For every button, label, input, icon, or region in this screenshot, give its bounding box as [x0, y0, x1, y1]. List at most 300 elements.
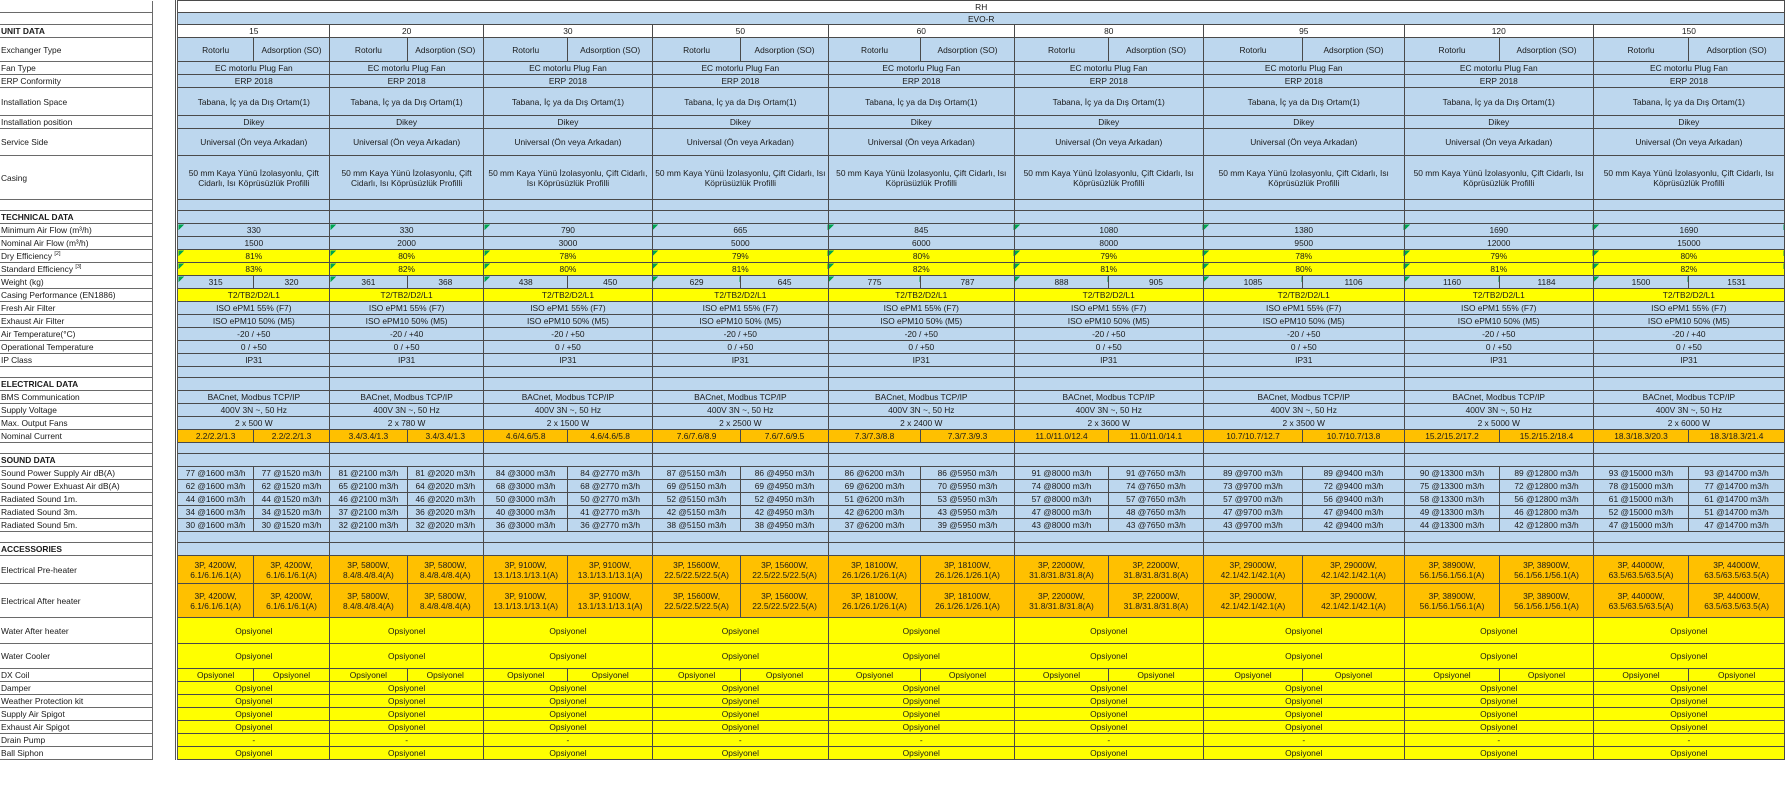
after_heater-value — [1109, 584, 1203, 618]
pre_heater-value — [1689, 556, 1785, 584]
model-size: 20 — [330, 25, 484, 38]
section-fill — [484, 543, 653, 556]
cell-line: 6.1/6.1/6.1(A) — [266, 569, 317, 580]
table-row — [0, 430, 1785, 443]
weight-value: 1531 — [1689, 276, 1785, 289]
dx_coil-value: Opsiyonel — [568, 669, 652, 682]
rad5-value: 43 @7650 m3/h — [1109, 519, 1203, 532]
section-fill — [1404, 454, 1593, 467]
after_heater-value — [407, 584, 483, 618]
water_after-value: Opsiyonel — [330, 618, 484, 644]
current-value: 15.2/15.2/18.4 — [1500, 430, 1593, 443]
exhaust_filter-value: ISO ePM10 50% (M5) — [1203, 315, 1404, 328]
row-label-erp — [0, 75, 153, 88]
supply_spigot-value: Opsiyonel — [828, 708, 1014, 721]
section-fill — [828, 378, 1014, 391]
rad5-value: 36 @2770 m3/h — [568, 519, 652, 532]
row-label-sp_exhaust — [0, 480, 153, 493]
exchanger-adsorption: Adsorption (SO) — [1500, 38, 1593, 62]
voltage-value: 400V 3N ~, 50 Hz — [1203, 404, 1404, 417]
row-label-text: Casing Performance (EN1886) — [1, 290, 116, 300]
current-value: 7.3/7.3/8.8 — [828, 430, 920, 443]
ip-value: IP31 — [330, 354, 484, 367]
exchanger-rotary: Rotorlu — [652, 38, 740, 62]
current-value: 18.3/18.3/21.4 — [1689, 430, 1785, 443]
air_temp-value: -20 / +50 — [828, 328, 1014, 341]
sp_supply-value: 81 @2020 m3/h — [407, 467, 483, 480]
model-size: 80 — [1014, 25, 1203, 38]
install_pos-value: Dikey — [1014, 116, 1203, 129]
section-fill — [652, 211, 828, 224]
gutter — [153, 315, 177, 328]
pre_heater-value — [253, 556, 329, 584]
gutter — [153, 250, 177, 263]
row-label-text: Exchanger Type — [1, 44, 62, 55]
rad3-value: 34 @1520 m3/h — [253, 506, 329, 519]
table-row — [0, 276, 1785, 289]
drain-value: - — [177, 734, 330, 747]
rad3-value: 36 @2020 m3/h — [407, 506, 483, 519]
sp_supply-value: 86 @4950 m3/h — [741, 467, 828, 480]
sp_supply-value: 89 @9700 m3/h — [1203, 467, 1303, 480]
std_eff-value: 82% — [1593, 263, 1784, 276]
gutter — [153, 237, 177, 250]
section-fill — [177, 454, 330, 467]
rad3-value: 48 @7650 m3/h — [1109, 506, 1203, 519]
row-label-text: Water After heater — [1, 625, 69, 636]
sp_exhaust-value: 73 @9700 m3/h — [1203, 480, 1303, 493]
gutter — [153, 62, 177, 75]
cell-line: 3P, 4200W, — [270, 559, 313, 570]
std_eff-value: 81% — [1404, 263, 1593, 276]
exchanger-rotary: Rotorlu — [1593, 38, 1689, 62]
pre_heater-value — [1109, 556, 1203, 584]
install_pos-value: Dikey — [652, 116, 828, 129]
min_air-value: 1690 — [1593, 224, 1784, 237]
air_temp-value: -20 / +50 — [177, 328, 330, 341]
dx_coil-value: Opsiyonel — [253, 669, 329, 682]
model-size: 15 — [177, 25, 330, 38]
weather-value: Opsiyonel — [330, 695, 484, 708]
nom_air-value: 15000 — [1593, 237, 1784, 250]
model-header: EVO-R — [177, 13, 1785, 25]
pre_heater-value — [407, 556, 483, 584]
cell-line: 31.8/31.8/31.8(A) — [1123, 600, 1189, 611]
rad1-value: 50 @3000 m3/h — [484, 493, 568, 506]
exhaust_spigot-value: Opsiyonel — [330, 721, 484, 734]
cell-line: 3P, 44000W, — [1617, 559, 1665, 570]
cell-line: 56.1/56.1/56.1(A) — [1419, 569, 1485, 580]
section-fill — [1014, 543, 1203, 556]
fresh_filter-value: ISO ePM1 55% (F7) — [652, 302, 828, 315]
spacer-cell — [330, 367, 484, 378]
cell-line: 26.1/26.1/26.1(A) — [935, 600, 1000, 611]
fans-value: 2 x 6000 W — [1593, 417, 1784, 430]
water_cooler-value: Opsiyonel — [330, 644, 484, 669]
siphon-value: Opsiyonel — [330, 747, 484, 760]
row-label-text: Drain Pump — [1, 735, 46, 745]
gutter — [153, 263, 177, 276]
water_after-value: Opsiyonel — [1014, 618, 1203, 644]
water_after-value: Opsiyonel — [828, 618, 1014, 644]
damper-value: Opsiyonel — [330, 682, 484, 695]
section-sound: SOUND DATA — [0, 454, 153, 467]
pre_heater-value — [652, 556, 740, 584]
rad1-value: 57 @7650 m3/h — [1109, 493, 1203, 506]
siphon-value: Opsiyonel — [1014, 747, 1203, 760]
install_space-value: Tabana, İç ya da Dış Ortam(1) — [177, 88, 330, 116]
row-label-text: Service Side — [1, 137, 49, 147]
fans-value: 2 x 3600 W — [1014, 417, 1203, 430]
install_pos-value: Dikey — [484, 116, 653, 129]
water_after-value: Opsiyonel — [652, 618, 828, 644]
current-value: 7.6/7.6/8.9 — [652, 430, 740, 443]
corner — [0, 13, 153, 25]
casing_perf-value: T2/TB2/D2/L1 — [330, 289, 484, 302]
section-fill — [1203, 211, 1404, 224]
cell-line: 3P, 29000W, — [1330, 590, 1377, 601]
section-fill — [484, 454, 653, 467]
gutter — [153, 747, 177, 760]
cell-line: 56.1/56.1/56.1(A) — [1514, 569, 1579, 580]
bms-value: BACnet, Modbus TCP/IP — [1404, 391, 1593, 404]
dx_coil-value: Opsiyonel — [1689, 669, 1785, 682]
cell-line: 3P, 22000W, — [1038, 559, 1085, 570]
spacer-cell — [1203, 532, 1404, 543]
gutter — [153, 156, 177, 200]
siphon-value: Opsiyonel — [177, 747, 330, 760]
cell-line: 26.1/26.1/26.1(A) — [842, 600, 907, 611]
weather-value: Opsiyonel — [652, 695, 828, 708]
weight-value: 368 — [407, 276, 483, 289]
supply_spigot-value: Opsiyonel — [177, 708, 330, 721]
fan-value: EC motorlu Plug Fan — [652, 62, 828, 75]
row-label-text: Fan Type — [1, 63, 36, 73]
op_temp-value: 0 / +50 — [1593, 341, 1784, 354]
install_space-value: Tabana, İç ya da Dış Ortam(1) — [484, 88, 653, 116]
drain-value: - — [1014, 734, 1203, 747]
erp-value: ERP 2018 — [1014, 75, 1203, 88]
section-fill — [330, 454, 484, 467]
gutter — [153, 328, 177, 341]
spacer-cell — [1593, 367, 1784, 378]
rad1-value: 52 @4950 m3/h — [741, 493, 828, 506]
table-row — [0, 556, 1785, 584]
row-label-text: Operational Temperature — [1, 342, 94, 352]
cell-line: 13.1/13.1/13.1(A) — [493, 600, 559, 611]
rad5-value: 38 @5150 m3/h — [652, 519, 740, 532]
pre_heater-value — [330, 556, 407, 584]
sp_exhaust-value: 69 @4950 m3/h — [741, 480, 828, 493]
corner — [0, 1, 153, 13]
siphon-value: Opsiyonel — [1404, 747, 1593, 760]
after_heater-value — [1689, 584, 1785, 618]
rad3-value: 40 @3000 m3/h — [484, 506, 568, 519]
cell-line: 3P, 22000W, — [1132, 559, 1180, 570]
exhaust_spigot-value: Opsiyonel — [177, 721, 330, 734]
install_space-value: Tabana, İç ya da Dış Ortam(1) — [330, 88, 484, 116]
current-value: 10.7/10.7/13.8 — [1303, 430, 1405, 443]
table-row — [0, 75, 1785, 88]
rad3-value: 51 @14700 m3/h — [1689, 506, 1785, 519]
gutter — [153, 443, 177, 454]
section-electrical: ELECTRICAL DATA — [0, 378, 153, 391]
row-label-water_after — [0, 618, 153, 644]
dx_coil-value: Opsiyonel — [1593, 669, 1689, 682]
spacer-cell — [177, 443, 330, 454]
air_temp-value: -20 / +40 — [330, 328, 484, 341]
nom_air-value: 9500 — [1203, 237, 1404, 250]
row-label-install_pos — [0, 116, 153, 129]
after_heater-value — [568, 584, 652, 618]
cell-line: 3P, 5800W, — [424, 590, 467, 601]
exchanger-rotary: Rotorlu — [828, 38, 920, 62]
sp_exhaust-value: 68 @2770 m3/h — [568, 480, 652, 493]
gutter — [153, 480, 177, 493]
model-size: 150 — [1593, 25, 1784, 38]
section-fill — [828, 543, 1014, 556]
rad3-value: 41 @2770 m3/h — [568, 506, 652, 519]
service-value: Universal (Ön veya Arkadan) — [1593, 129, 1784, 156]
section-fill — [1203, 378, 1404, 391]
table-row — [0, 367, 1785, 378]
table-row — [0, 532, 1785, 543]
table-row — [0, 695, 1785, 708]
std_eff-value: 82% — [330, 263, 484, 276]
rad5-value: 43 @8000 m3/h — [1014, 519, 1108, 532]
cell-line: 13.1/13.1/13.1(A) — [577, 569, 643, 580]
sp_exhaust-value: 70 @5950 m3/h — [921, 480, 1014, 493]
voltage-value: 400V 3N ~, 50 Hz — [1404, 404, 1593, 417]
section-fill — [1014, 211, 1203, 224]
damper-value: Opsiyonel — [177, 682, 330, 695]
rad5-value: 38 @4950 m3/h — [741, 519, 828, 532]
spacer-cell — [1203, 367, 1404, 378]
table-row — [0, 584, 1785, 618]
table-row — [0, 404, 1785, 417]
casing-value: 50 mm Kaya Yünü İzolasyonlu, Çift Cidarlı, Isı Köprüsüzlük Profilli — [1404, 156, 1593, 200]
table-row — [0, 200, 1785, 211]
fans-value: 2 x 2400 W — [828, 417, 1014, 430]
gutter — [153, 25, 177, 38]
row-label-text: Electrical After heater — [1, 595, 81, 606]
drain-value: - — [484, 734, 653, 747]
spacer-cell — [828, 200, 1014, 211]
ip-value: IP31 — [652, 354, 828, 367]
spacer-cell — [330, 532, 484, 543]
current-value: 15.2/15.2/17.2 — [1404, 430, 1500, 443]
weight-value: 905 — [1109, 276, 1203, 289]
install_space-value: Tabana, İç ya da Dış Ortam(1) — [1203, 88, 1404, 116]
spacer — [0, 200, 153, 211]
sp_supply-value: 89 @9400 m3/h — [1303, 467, 1405, 480]
dry_eff-value: 79% — [1404, 250, 1593, 263]
current-value: 11.0/11.0/14.1 — [1109, 430, 1203, 443]
section-fill — [484, 211, 653, 224]
after_heater-value — [921, 584, 1014, 618]
row-label-weather — [0, 695, 153, 708]
install_pos-value: Dikey — [1203, 116, 1404, 129]
gutter — [153, 302, 177, 315]
sp_supply-value: 93 @15000 m3/h — [1593, 467, 1689, 480]
cell-line: 63.5/63.5/63.5(A) — [1704, 600, 1769, 611]
after_heater-value — [1203, 584, 1303, 618]
rad1-value: 57 @9700 m3/h — [1203, 493, 1303, 506]
row-label-text: Sound Power Exhuast Air dB(A) — [1, 481, 120, 491]
pre_heater-value — [177, 556, 253, 584]
casing_perf-value: T2/TB2/D2/L1 — [1404, 289, 1593, 302]
cell-line: 3P, 9100W, — [504, 559, 547, 570]
fans-value: 2 x 780 W — [330, 417, 484, 430]
gutter — [153, 644, 177, 669]
row-label-text: DX Coil — [1, 670, 30, 680]
model-size: 95 — [1203, 25, 1404, 38]
fan-value: EC motorlu Plug Fan — [484, 62, 653, 75]
dry_eff-value: 78% — [484, 250, 653, 263]
gutter — [153, 669, 177, 682]
section-technical: TECHNICAL DATA — [0, 211, 153, 224]
row-label-weight — [0, 276, 153, 289]
rad1-value: 53 @5950 m3/h — [921, 493, 1014, 506]
gutter — [153, 417, 177, 430]
fan-value: EC motorlu Plug Fan — [330, 62, 484, 75]
row-label-exchanger — [0, 38, 153, 62]
weight-value: 438 — [484, 276, 568, 289]
rad5-value: 44 @13300 m3/h — [1404, 519, 1500, 532]
dx_coil-value: Opsiyonel — [484, 669, 568, 682]
gutter — [153, 708, 177, 721]
op_temp-value: 0 / +50 — [1014, 341, 1203, 354]
weight-value: 361 — [330, 276, 407, 289]
cell-line: 3P, 4200W, — [194, 590, 237, 601]
cell-line: 31.8/31.8/31.8(A) — [1123, 569, 1189, 580]
table-row — [0, 734, 1785, 747]
gutter — [153, 493, 177, 506]
casing-value: 50 mm Kaya Yünü İzolasyonlu, Çift Cidarlı, Isı Köprüsüzlük Profilli — [652, 156, 828, 200]
table-row — [0, 506, 1785, 519]
after_heater-value — [330, 584, 407, 618]
row-label-fans — [0, 417, 153, 430]
erp-value: ERP 2018 — [177, 75, 330, 88]
gutter — [153, 430, 177, 443]
exhaust_spigot-value: Opsiyonel — [1593, 721, 1784, 734]
row-label-min_air — [0, 224, 153, 237]
gutter — [153, 556, 177, 584]
std_eff-value: 83% — [177, 263, 330, 276]
damper-value: Opsiyonel — [484, 682, 653, 695]
exhaust_spigot-value: Opsiyonel — [1404, 721, 1593, 734]
gutter — [153, 543, 177, 556]
row-label-text: Weather Protection kit — [1, 696, 84, 706]
spacer-cell — [1593, 443, 1784, 454]
current-value: 4.6/4.6/5.8 — [568, 430, 652, 443]
casing-value: 50 mm Kaya Yünü İzolasyonlu, Çift Cidarlı, Isı Köprüsüzlük Profilli — [1203, 156, 1404, 200]
gutter — [153, 584, 177, 618]
spacer-cell — [1404, 532, 1593, 543]
fresh_filter-value: ISO ePM1 55% (F7) — [1593, 302, 1784, 315]
rad3-value: 47 @9400 m3/h — [1303, 506, 1405, 519]
water_cooler-value: Opsiyonel — [1203, 644, 1404, 669]
current-value: 18.3/18.3/20.3 — [1593, 430, 1689, 443]
table-row — [0, 618, 1785, 644]
spacer-cell — [177, 367, 330, 378]
row-label-text: Supply Voltage — [1, 405, 57, 415]
min_air-value: 330 — [330, 224, 484, 237]
gutter — [153, 200, 177, 211]
siphon-value: Opsiyonel — [1203, 747, 1404, 760]
table-row — [0, 391, 1785, 404]
drain-value: - — [1203, 734, 1404, 747]
weight-value: 320 — [253, 276, 329, 289]
weather-value: Opsiyonel — [1593, 695, 1784, 708]
section-unit: UNIT DATA — [0, 25, 153, 38]
sp_exhaust-value: 72 @12800 m3/h — [1500, 480, 1593, 493]
water_after-value: Opsiyonel — [484, 618, 653, 644]
casing-value: 50 mm Kaya Yünü İzolasyonlu, Çift Cidarlı, Isı Köprüsüzlük Profilli — [484, 156, 653, 200]
air_temp-value: -20 / +50 — [1404, 328, 1593, 341]
rad1-value: 56 @9400 m3/h — [1303, 493, 1405, 506]
rad5-value: 30 @1520 m3/h — [253, 519, 329, 532]
min_air-value: 1080 — [1014, 224, 1203, 237]
table-row — [0, 747, 1785, 760]
water_cooler-value: Opsiyonel — [652, 644, 828, 669]
supply_spigot-value: Opsiyonel — [1404, 708, 1593, 721]
gutter — [153, 88, 177, 116]
air_temp-value: -20 / +50 — [1203, 328, 1404, 341]
table-row — [0, 250, 1785, 263]
section-fill — [1593, 543, 1784, 556]
siphon-value: Opsiyonel — [828, 747, 1014, 760]
row-label-text: Damper — [1, 683, 31, 693]
water_cooler-value: Opsiyonel — [1014, 644, 1203, 669]
fan-value: EC motorlu Plug Fan — [828, 62, 1014, 75]
siphon-value: Opsiyonel — [484, 747, 653, 760]
weight-value: 888 — [1014, 276, 1108, 289]
exchanger-rotary: Rotorlu — [330, 38, 407, 62]
sp_exhaust-value: 74 @7650 m3/h — [1109, 480, 1203, 493]
weight-value: 775 — [828, 276, 920, 289]
section-fill — [177, 211, 330, 224]
model-size: 30 — [484, 25, 653, 38]
fresh_filter-value: ISO ePM1 55% (F7) — [484, 302, 653, 315]
casing_perf-value: T2/TB2/D2/L1 — [1593, 289, 1784, 302]
fans-value: 2 x 2500 W — [652, 417, 828, 430]
rad3-value: 42 @6200 m3/h — [828, 506, 920, 519]
min_air-value: 1690 — [1404, 224, 1593, 237]
exchanger-adsorption: Adsorption (SO) — [921, 38, 1014, 62]
table-row — [0, 328, 1785, 341]
water_after-value: Opsiyonel — [177, 618, 330, 644]
op_temp-value: 0 / +50 — [177, 341, 330, 354]
cell-line: 3P, 18100W, — [851, 590, 898, 601]
std_eff-value: 80% — [484, 263, 653, 276]
bms-value: BACnet, Modbus TCP/IP — [1593, 391, 1784, 404]
section-fill — [1203, 543, 1404, 556]
table-row — [0, 417, 1785, 430]
cell-line: 22.5/22.5/22.5(A) — [752, 600, 817, 611]
sp_supply-value: 91 @8000 m3/h — [1014, 467, 1108, 480]
dry_eff-value: 80% — [1593, 250, 1784, 263]
spacer-cell — [652, 443, 828, 454]
spacer-cell — [1203, 200, 1404, 211]
cell-line: 3P, 18100W, — [944, 559, 991, 570]
min_air-value: 790 — [484, 224, 653, 237]
fresh_filter-value: ISO ePM1 55% (F7) — [828, 302, 1014, 315]
rad1-value: 61 @15000 m3/h — [1593, 493, 1689, 506]
erp-value: ERP 2018 — [484, 75, 653, 88]
current-value: 10.7/10.7/12.7 — [1203, 430, 1303, 443]
damper-value: Opsiyonel — [1203, 682, 1404, 695]
